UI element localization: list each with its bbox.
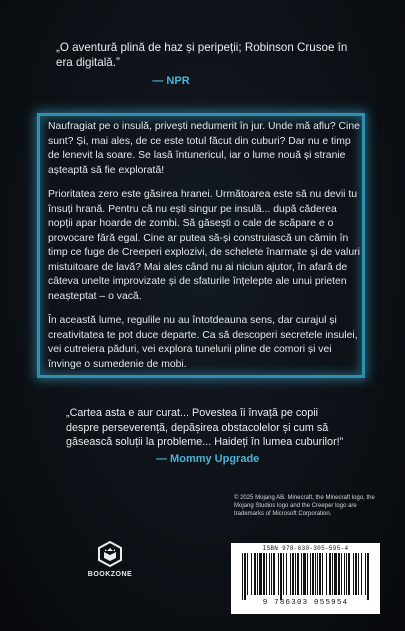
barcode	[231, 543, 380, 614]
publisher-name: BOOKZONE	[87, 571, 133, 578]
barcode-bar	[247, 553, 248, 595]
barcode-bar	[319, 553, 321, 595]
barcode-bar	[332, 553, 333, 595]
barcode-bar	[292, 553, 294, 595]
barcode-bar	[365, 553, 366, 595]
copyright-notice: © 2025 Mojang AB. Minecraft, the Minecraft logo, the Mojang Studios logo and the Creeper logo are trademarks of Microsoft Corporation.	[234, 495, 375, 517]
barcode-bar	[280, 553, 282, 600]
bottom-quote-text: „Cartea asta e aur curat... Povestea îi învață pe copii despre perseverență, depășirea obstacolelor și cum să găsească soluții la probleme... Haideți în lumea cuburilor!”	[66, 407, 344, 448]
top-quote-text: „O aventură plină de haz și peripeții; Robinson Crusoe în era digitală.”	[56, 41, 348, 69]
barcode-bar	[273, 553, 275, 595]
isbn-digits: 9 786303 055954	[262, 599, 349, 607]
barcode-bar	[269, 553, 270, 595]
bottom-quote	[66, 406, 350, 466]
barcode-bar	[263, 553, 265, 595]
blurb	[48, 120, 360, 382]
barcode-bar	[295, 553, 296, 595]
blurb-paragraph-1: Naufragiat pe o insulă, privești nedumerit în jur. Unde mă aflu? Cine sunt? Și, mai ales, de ce este totul făcut din cuburi? Dar nu e timp de lenevit la soare. Se lasă întunericul, iar o lume nouă și stranie așteaptă să fie explorată!	[48, 121, 360, 176]
barcode-bar	[286, 553, 287, 595]
barcode-bar	[326, 553, 327, 595]
publisher-logo	[80, 541, 140, 578]
top-quote-attribution: — NPR	[152, 75, 190, 87]
barcode-bar	[307, 553, 308, 595]
barcode-bar	[344, 553, 345, 595]
barcode-bar	[322, 553, 323, 595]
barcode-bars	[238, 553, 374, 600]
barcode-bar	[244, 553, 246, 600]
barcode-bar	[257, 553, 258, 595]
barcode-bar	[310, 553, 311, 595]
barcode-bar	[315, 553, 316, 595]
blurb-paragraph-3: În această lume, regulile nu au întotdeauna sens, dar curajul și creativitatea te pot duce departe. Ca să descoperi secretele insulei, vei cutreiera păduri, vei explora tunelurii pline de comori și vei învinge o sumedenie de mobi.	[48, 315, 358, 370]
barcode-bar	[338, 553, 340, 595]
barcode-bar	[290, 553, 291, 595]
barcode-bar	[266, 553, 267, 595]
barcode-bar	[242, 553, 243, 600]
barcode-bar	[317, 553, 318, 595]
blurb-paragraph-2: Prioritatea zero este găsirea hranei. Următoarea este să nu devii tu însuți hrană. Pentru că nu ești singur pe insulă... după căderea nopții apar hoarde de zombi. Să găsești o cale de scăpare e o provocare fără egal. Cine ar putea să-și construiască un cămin în timp ce fuge de Creeperi explozivi, de schelete înarmate și de valuri mistuitoare de lavă? Mai ales când nu ai niciun ajutor, în afară de câteva unelte improvizate și de sfaturile înțelepte ale unui prieten neașteptat – o vacă.	[48, 189, 360, 302]
barcode-bar	[329, 553, 331, 595]
barcode-bar	[334, 553, 337, 595]
barcode-bar	[341, 553, 342, 595]
barcode-bar	[254, 553, 256, 595]
barcode-bar	[251, 553, 252, 595]
isbn-label: ISBN 978-630-305-595-4	[262, 545, 349, 552]
barcode-bar	[358, 553, 359, 595]
bottom-quote-attribution: — Mommy Upgrade	[156, 452, 260, 465]
barcode-bar	[361, 553, 362, 595]
barcode-bar	[297, 553, 299, 595]
top-quote	[56, 40, 356, 89]
barcode-bar	[278, 553, 279, 595]
barcode-bar	[303, 553, 306, 595]
book-crown-icon	[97, 541, 123, 567]
barcode-bar	[271, 553, 272, 595]
barcode-bar	[346, 553, 347, 595]
barcode-bar	[367, 553, 369, 600]
barcode-bar	[355, 553, 357, 595]
barcode-bar	[301, 553, 302, 595]
barcode-bar	[312, 553, 314, 595]
barcode-bar	[259, 553, 262, 595]
barcode-bar	[348, 553, 350, 595]
barcode-bar	[283, 553, 284, 595]
barcode-bar	[353, 553, 354, 595]
